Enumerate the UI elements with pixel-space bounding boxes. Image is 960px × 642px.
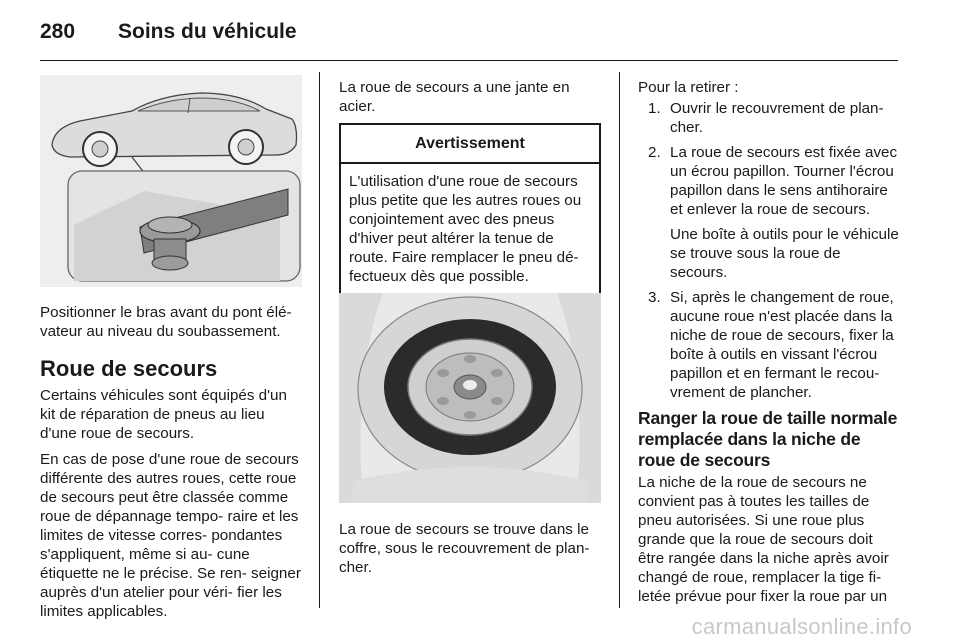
step-text: La roue de secours est fixée avec un écrou papillon. Tourner l'écrou papillon dans le sens antihoraire et enlever la roue de secours. bbox=[670, 144, 898, 218]
step-3 bbox=[638, 288, 902, 402]
column-divider-1 bbox=[319, 72, 320, 608]
step-2 bbox=[638, 143, 902, 282]
column-1 bbox=[40, 303, 304, 628]
spare-wheel-photo bbox=[339, 293, 601, 503]
figure-caption-trunk-block bbox=[339, 520, 605, 584]
step-1 bbox=[638, 99, 902, 137]
paragraph-repair-kit: Certains véhicules sont équipés d'un kit de réparation de pneus au lieu d'une roue de secours. bbox=[40, 387, 287, 442]
step-text: Ouvrir le recouvrement de plan- cher. bbox=[670, 100, 884, 136]
column-2 bbox=[339, 78, 605, 296]
step-text: Si, après le changement de roue, aucune roue n'est placée dans la niche de roue de secours, fixer la boîte à outils en vissant l'écrou papillon et en fermant le recou- vrement de plancher. bbox=[670, 289, 894, 401]
car-lift-illustration bbox=[40, 75, 302, 287]
car-lift-icon bbox=[40, 75, 302, 287]
figure-caption-lift: Positionner le bras avant du pont élé- vateur au niveau du soubassement. bbox=[40, 304, 292, 340]
page-number: 280 bbox=[40, 20, 76, 43]
header-rule bbox=[40, 60, 898, 61]
paragraph-steel-rim: La roue de secours a une jante en acier. bbox=[339, 79, 570, 115]
warning-text: L'utilisation d'une roue de secours plus petite que les autres roues ou conjointement avec des pneus d'hiver peut altérer la tenue de route. Faire remplacer le pneu dé- fectueux dès que possible. bbox=[349, 173, 582, 285]
paragraph-removal-intro: Pour la retirer : bbox=[638, 79, 739, 96]
column-3 bbox=[638, 78, 902, 613]
step-number: 1. bbox=[648, 100, 661, 117]
section-title-spare-wheel: Roue de secours bbox=[40, 356, 218, 381]
warning-box bbox=[339, 123, 601, 296]
figure-caption-trunk: La roue de secours se trouve dans le coffre, sous le recouvrement de plan- cher. bbox=[339, 521, 590, 576]
paragraph-niche-sizes: La niche de la roue de secours ne convient pas à toutes les tailles de pneu autorisées. Si une roue plus grande que la roue de secours doit être rangée dans la niche après avoir changé de roue, remplacer la tige fi- letée prévue pour fixer la roue par un bbox=[638, 474, 889, 605]
warning-title: Avertissement bbox=[341, 125, 599, 164]
paragraph-temporary-wheel: En cas de pose d'une roue de secours différente des autres roues, cette roue de secours peut être classée comme roue de dépannage tempo- raire et les limites de vitesse corres- pondantes s'appliquent, même si au- cune étiquette ne le précise. Se ren- seigner auprès d'un atelier pour véri- fier les limites applicables. bbox=[40, 451, 301, 620]
page-title: Soins du véhicule bbox=[118, 20, 297, 43]
column-divider-2 bbox=[619, 72, 620, 608]
step-number: 2. bbox=[648, 144, 661, 161]
spare-wheel-icon bbox=[339, 293, 601, 503]
step-number: 3. bbox=[648, 289, 661, 306]
removal-steps bbox=[638, 99, 902, 402]
subsection-title-store-wheel: Ranger la roue de taille normale remplacée dans la niche de roue de secours bbox=[638, 408, 898, 470]
step-note: Une boîte à outils pour le véhicule se trouve sous la roue de secours. bbox=[670, 226, 899, 281]
watermark: carmanualsonline.info bbox=[691, 614, 912, 639]
